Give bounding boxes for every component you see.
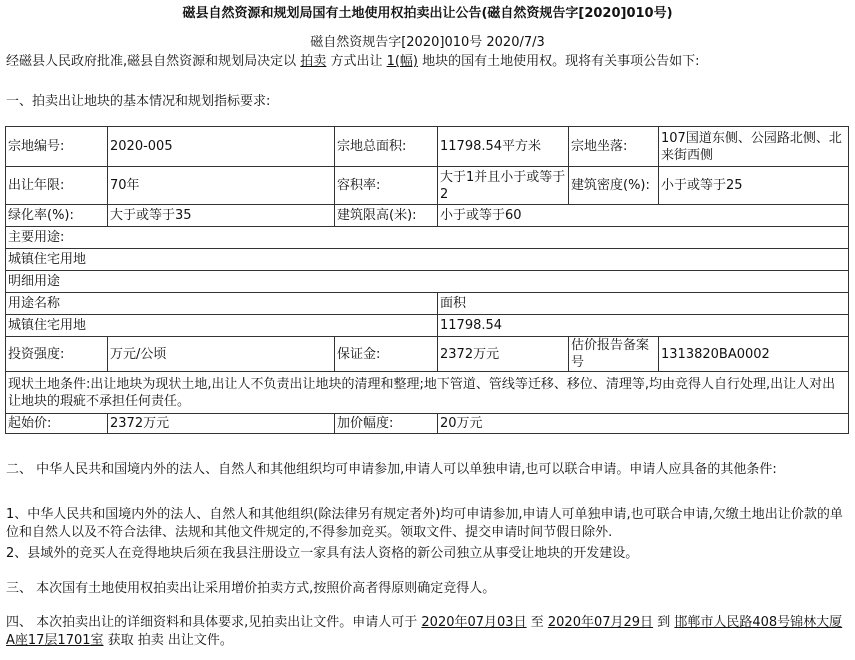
table-row	[6, 205, 849, 227]
increment-value: 20万元	[438, 414, 849, 434]
section-1-heading: 一、拍卖出让地块的基本情况和规划指标要求:	[6, 94, 271, 109]
table-row	[6, 167, 849, 205]
pickup-address: 邯郸市人民路408号锦林大厦A座17层1701室	[6, 615, 843, 648]
table-row	[6, 414, 849, 434]
green-value: 大于或等于35	[108, 205, 335, 227]
use-area-value: 11798.54	[438, 315, 849, 337]
increment-label: 加价幅度:	[335, 414, 438, 434]
document-number-date: 磁自然资规告字[2020]010号 2020/7/3	[310, 35, 545, 50]
section-4-text-2: 至	[530, 615, 544, 630]
section-4-text-3: 到	[657, 615, 671, 630]
parcel-no-label: 宗地编号:	[6, 127, 108, 167]
height-value: 小于或等于60	[438, 205, 849, 227]
intro-method: 拍卖	[300, 54, 327, 69]
section-4-text-1: 四、 本次拍卖出让的详细资料和具体要求,见拍卖出让文件。申请人可于	[6, 615, 418, 630]
section-2-item-1: 1、中华人民共和国境内外的法人、自然人和其他组织(除法律另有规定者外)均可申请参加,申请人可单独申请,也可联合申请,欠缴土地出让价款的单位和自然人以及不符合法律、法规和其他文件规定的,不得参加竞买。领取文件、提交申请时间节假日除外.	[6, 507, 843, 540]
far-value: 大于1并且小于或等于2	[438, 167, 569, 205]
date-to: 2020年07月29日	[547, 615, 654, 630]
page-title: 磁县自然资源和规划局国有土地使用权拍卖出让公告(磁自然资规告字[2020]010号)	[182, 6, 673, 21]
report-label: 估价报告备案号	[569, 337, 659, 372]
location-value: 107国道东侧、公园路北侧、北来街西侧	[659, 127, 849, 167]
intro-count: 1(幅)	[386, 54, 419, 69]
use-name-value: 城镇住宅用地	[6, 315, 438, 337]
table-row	[6, 271, 849, 293]
density-label: 建筑密度(%):	[569, 167, 659, 205]
parcel-info-table	[5, 126, 849, 434]
invest-label: 投资强度:	[6, 337, 108, 372]
location-label: 宗地坐落:	[569, 127, 659, 167]
far-label: 容积率:	[335, 167, 438, 205]
section-2-item-2: 2、县域外的竞买人在竞得地块后须在我县注册设立一家具有法人资格的新公司独立从事受让地块的开发建设。	[6, 546, 639, 561]
parcel-no-value: 2020-005	[108, 127, 335, 167]
intro-text-3: 地块的国有土地使用权。现将有关事项公告如下:	[422, 54, 700, 69]
start-price-value: 2372万元	[108, 414, 335, 434]
table-row	[6, 249, 849, 271]
use-name-header: 用途名称	[6, 293, 438, 315]
intro-text-2: 方式出让	[330, 54, 383, 69]
start-price-label: 起始价:	[6, 414, 108, 434]
deposit-label: 保证金:	[335, 337, 438, 372]
main-use-value: 城镇住宅用地	[6, 249, 849, 271]
report-value: 1313820BA0002	[659, 337, 849, 372]
table-row	[6, 227, 849, 249]
detail-use-label: 明细用途	[6, 271, 849, 293]
section-2: 二、 中华人民共和国境内外的法人、自然人和其他组织均可申请参加,申请人可以单独申请,也可以联合申请。申请人应具备的其他条件:	[6, 462, 777, 477]
density-value: 小于或等于25	[659, 167, 849, 205]
height-label: 建筑限高(米):	[335, 205, 438, 227]
table-row	[6, 337, 849, 372]
area-header: 面积	[438, 293, 849, 315]
section-4	[6, 614, 851, 650]
term-label: 出让年限:	[6, 167, 108, 205]
section-4-text-4: 获取 拍卖 出让文件。	[107, 633, 233, 648]
table-row	[6, 127, 849, 167]
deposit-value: 2372万元	[438, 337, 569, 372]
table-row	[6, 372, 849, 414]
invest-value: 万元/公顷	[108, 337, 335, 372]
intro-text-1: 经磁县人民政府批准,磁县自然资源和规划局决定以	[6, 54, 297, 69]
total-area-label: 宗地总面积:	[335, 127, 438, 167]
term-value: 70年	[108, 167, 335, 205]
total-area-value: 11798.54平方米	[438, 127, 569, 167]
land-status: 现状土地条件:出让地块为现状土地,出让人不负责出让地块的清理和整理;地下管道、管线等迁移、移位、清理等,均由竞得人自行处理,出让人对出让地块的瑕疵不承担任何责任。	[6, 372, 849, 414]
section-3: 三、 本次国有土地使用权拍卖出让采用增价拍卖方式,按照价高者得原则确定竞得人。	[6, 581, 496, 596]
table-row	[6, 293, 849, 315]
intro-paragraph	[6, 53, 851, 71]
main-use-label: 主要用途:	[6, 227, 849, 249]
date-from: 2020年07月03日	[421, 615, 527, 630]
green-label: 绿化率(%):	[6, 205, 108, 227]
table-row	[6, 315, 849, 337]
